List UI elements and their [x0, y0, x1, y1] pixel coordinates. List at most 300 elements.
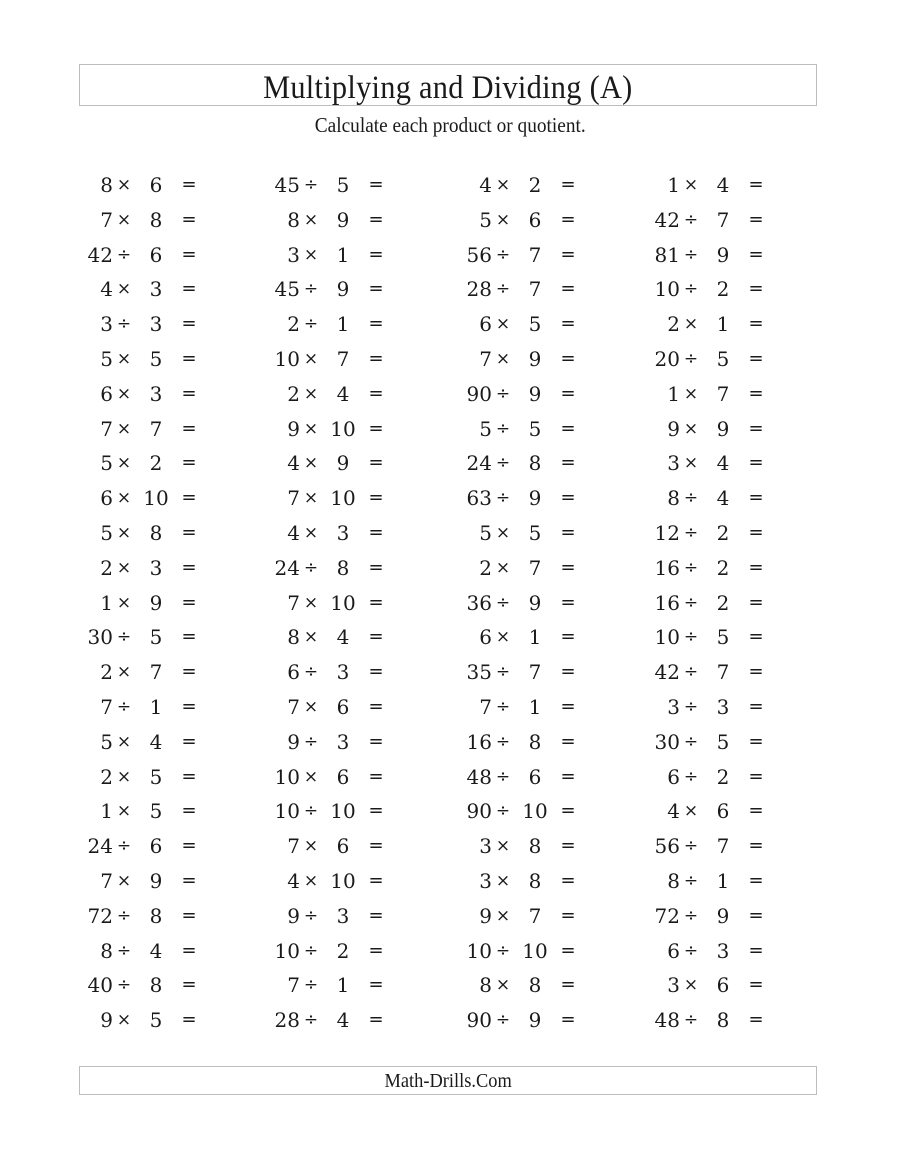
operator-symbol: × — [116, 383, 132, 404]
equals-sign: = — [748, 800, 764, 822]
right-operand: 7 — [336, 347, 350, 371]
problem-row — [0, 657, 900, 687]
equals-sign: = — [181, 591, 197, 613]
left-operand: 8 — [287, 625, 300, 650]
right-operand: 5 — [336, 173, 350, 197]
right-operand: 8 — [149, 903, 163, 928]
left-operand: 5 — [479, 416, 492, 441]
equals-sign: = — [748, 730, 764, 752]
equals-sign: = — [181, 974, 197, 996]
right-operand: 4 — [716, 486, 730, 511]
right-operand: 3 — [336, 660, 350, 685]
right-operand: 1 — [528, 695, 542, 719]
left-operand: 20 — [654, 347, 680, 371]
right-operand: 2 — [336, 938, 350, 963]
equals-sign: = — [748, 974, 764, 996]
left-operand: 3 — [479, 869, 492, 893]
equals-sign: = — [368, 348, 384, 369]
operator-symbol: ÷ — [683, 523, 699, 543]
right-operand: 8 — [528, 973, 542, 998]
equals-sign: = — [748, 313, 764, 335]
left-operand: 48 — [466, 764, 492, 789]
left-operand: 8 — [667, 869, 680, 893]
right-operand: 10 — [330, 799, 356, 824]
equals-sign: = — [748, 452, 764, 474]
operator-symbol: ÷ — [303, 940, 319, 961]
operator-symbol: × — [116, 488, 132, 509]
equals-sign: = — [181, 870, 197, 891]
operator-symbol: × — [303, 836, 319, 857]
equals-sign: = — [560, 974, 576, 996]
operator-symbol: ÷ — [495, 592, 511, 613]
operator-symbol: × — [303, 244, 319, 265]
right-operand: 9 — [149, 590, 163, 615]
right-operand: 4 — [716, 173, 730, 197]
right-operand: 4 — [149, 938, 163, 963]
operator-symbol: × — [683, 314, 699, 335]
right-operand: 8 — [336, 555, 350, 580]
right-operand: 6 — [528, 207, 542, 232]
equals-sign: = — [748, 348, 764, 369]
problem-row — [0, 483, 900, 513]
right-operand: 8 — [528, 451, 542, 476]
right-operand: 6 — [716, 799, 730, 824]
equals-sign: = — [560, 765, 576, 787]
right-operand: 8 — [528, 869, 542, 893]
operator-symbol: ÷ — [495, 940, 511, 961]
right-operand: 6 — [149, 242, 163, 267]
operator-symbol: ÷ — [116, 975, 132, 996]
equals-sign: = — [560, 556, 576, 578]
right-operand: 3 — [336, 521, 350, 545]
right-operand: 5 — [528, 521, 542, 545]
right-operand: 6 — [149, 173, 163, 197]
operator-symbol: × — [495, 175, 511, 195]
left-operand: 56 — [654, 834, 680, 859]
right-operand: 9 — [336, 451, 350, 476]
right-operand: 5 — [716, 625, 730, 650]
equals-sign: = — [368, 835, 384, 857]
left-operand: 2 — [100, 555, 113, 580]
equals-sign: = — [181, 904, 197, 926]
operator-symbol: × — [303, 697, 319, 717]
equals-sign: = — [748, 417, 764, 439]
right-operand: 5 — [716, 729, 730, 754]
right-operand: 10 — [522, 799, 548, 824]
right-operand: 4 — [716, 451, 730, 476]
operator-symbol: ÷ — [683, 244, 699, 265]
right-operand: 5 — [149, 625, 163, 650]
right-operand: 3 — [716, 938, 730, 963]
operator-symbol: ÷ — [683, 940, 699, 961]
right-operand: 1 — [528, 625, 542, 650]
operator-symbol: ÷ — [495, 279, 511, 300]
left-operand: 4 — [287, 521, 300, 545]
equals-sign: = — [368, 696, 384, 717]
operator-symbol: × — [116, 766, 132, 787]
equals-sign: = — [560, 1009, 576, 1031]
left-operand: 24 — [87, 834, 113, 859]
equals-sign: = — [368, 417, 384, 439]
right-operand: 10 — [330, 486, 356, 511]
right-operand: 5 — [528, 312, 542, 337]
right-operand: 7 — [528, 242, 542, 267]
equals-sign: = — [181, 696, 197, 717]
problem-row — [0, 1005, 900, 1035]
problem-row — [0, 274, 900, 304]
instructions — [0, 111, 900, 139]
right-operand: 2 — [716, 764, 730, 789]
left-operand: 72 — [654, 903, 680, 928]
operator-symbol: × — [303, 766, 319, 787]
equals-sign: = — [560, 487, 576, 509]
equals-sign: = — [181, 765, 197, 787]
right-operand: 2 — [528, 173, 542, 197]
equals-sign: = — [748, 174, 764, 195]
operator-symbol: ÷ — [495, 662, 511, 683]
left-operand: 3 — [287, 242, 300, 267]
left-operand: 7 — [287, 486, 300, 511]
operator-symbol: ÷ — [683, 697, 699, 717]
left-operand: 48 — [654, 1008, 680, 1033]
equals-sign: = — [748, 522, 764, 543]
problem-row — [0, 205, 900, 235]
right-operand: 5 — [149, 799, 163, 824]
left-operand: 72 — [87, 903, 113, 928]
left-operand: 56 — [466, 242, 492, 267]
operator-symbol: × — [303, 349, 319, 369]
left-operand: 10 — [274, 938, 300, 963]
operator-symbol: ÷ — [495, 418, 511, 439]
equals-sign: = — [748, 904, 764, 926]
left-operand: 2 — [479, 555, 492, 580]
left-operand: 36 — [466, 590, 492, 615]
problem-row — [0, 692, 900, 722]
left-operand: 6 — [287, 660, 300, 685]
equals-sign: = — [368, 487, 384, 509]
equals-sign: = — [560, 800, 576, 822]
equals-sign: = — [181, 661, 197, 683]
left-operand: 90 — [466, 1008, 492, 1033]
equals-sign: = — [748, 870, 764, 891]
right-operand: 6 — [336, 834, 350, 859]
equals-sign: = — [748, 487, 764, 509]
right-operand: 9 — [528, 1008, 542, 1033]
right-operand: 9 — [528, 381, 542, 406]
equals-sign: = — [368, 661, 384, 683]
equals-sign: = — [560, 591, 576, 613]
right-operand: 1 — [336, 312, 350, 337]
left-operand: 8 — [100, 938, 113, 963]
operator-symbol: × — [495, 836, 511, 857]
operator-symbol: ÷ — [303, 314, 319, 335]
left-operand: 7 — [100, 416, 113, 441]
left-operand: 7 — [479, 695, 492, 719]
problem-row — [0, 622, 900, 652]
left-operand: 2 — [287, 381, 300, 406]
left-operand: 7 — [287, 590, 300, 615]
left-operand: 5 — [100, 521, 113, 545]
equals-sign: = — [748, 1009, 764, 1031]
left-operand: 42 — [87, 242, 113, 267]
operator-symbol: × — [495, 905, 511, 926]
left-operand: 90 — [466, 799, 492, 824]
operator-symbol: × — [303, 523, 319, 543]
problem-row — [0, 379, 900, 409]
left-operand: 30 — [654, 729, 680, 754]
operator-symbol: × — [116, 175, 132, 195]
problem-row — [0, 901, 900, 931]
operator-symbol: ÷ — [495, 453, 511, 474]
left-operand: 10 — [274, 799, 300, 824]
right-operand: 1 — [336, 973, 350, 998]
equals-sign: = — [560, 661, 576, 683]
problem-row — [0, 796, 900, 826]
equals-sign: = — [748, 382, 764, 404]
left-operand: 45 — [274, 173, 300, 197]
operator-symbol: × — [683, 418, 699, 439]
right-operand: 9 — [336, 277, 350, 302]
left-operand: 1 — [100, 590, 113, 615]
equals-sign: = — [368, 556, 384, 578]
equals-sign: = — [368, 939, 384, 961]
left-operand: 3 — [100, 312, 113, 337]
equals-sign: = — [560, 382, 576, 404]
left-operand: 5 — [100, 347, 113, 371]
equals-sign: = — [181, 939, 197, 961]
operator-symbol: × — [116, 523, 132, 543]
operator-symbol: ÷ — [683, 627, 699, 648]
equals-sign: = — [748, 626, 764, 648]
right-operand: 7 — [149, 660, 163, 685]
left-operand: 40 — [87, 973, 113, 998]
left-operand: 7 — [100, 207, 113, 232]
equals-sign: = — [181, 174, 197, 195]
right-operand: 7 — [716, 834, 730, 859]
operator-symbol: ÷ — [683, 836, 699, 857]
left-operand: 4 — [287, 451, 300, 476]
left-operand: 45 — [274, 277, 300, 302]
left-operand: 5 — [479, 207, 492, 232]
problem-row — [0, 518, 900, 548]
problem-row — [0, 831, 900, 861]
left-operand: 3 — [667, 695, 680, 719]
right-operand: 7 — [528, 277, 542, 302]
operator-symbol: ÷ — [683, 1010, 699, 1031]
equals-sign: = — [181, 348, 197, 369]
right-operand: 3 — [336, 729, 350, 754]
operator-symbol: ÷ — [495, 731, 511, 752]
left-operand: 3 — [667, 973, 680, 998]
left-operand: 6 — [667, 764, 680, 789]
left-operand: 6 — [667, 938, 680, 963]
right-operand: 2 — [716, 277, 730, 302]
equals-sign: = — [181, 487, 197, 509]
equals-sign: = — [368, 208, 384, 230]
operator-symbol: × — [116, 453, 132, 474]
operator-symbol: ÷ — [116, 697, 132, 717]
right-operand: 7 — [528, 660, 542, 685]
operator-symbol: × — [303, 383, 319, 404]
problem-row — [0, 240, 900, 270]
right-operand: 9 — [528, 590, 542, 615]
right-operand: 1 — [716, 312, 730, 337]
right-operand: 7 — [716, 381, 730, 406]
right-operand: 1 — [336, 242, 350, 267]
equals-sign: = — [181, 243, 197, 265]
left-operand: 2 — [100, 764, 113, 789]
right-operand: 5 — [716, 347, 730, 371]
equals-sign: = — [560, 626, 576, 648]
right-operand: 9 — [336, 207, 350, 232]
operator-symbol: ÷ — [683, 905, 699, 926]
left-operand: 10 — [654, 277, 680, 302]
left-operand: 7 — [479, 347, 492, 371]
operator-symbol: × — [116, 279, 132, 300]
equals-sign: = — [368, 1009, 384, 1031]
equals-sign: = — [181, 382, 197, 404]
problem-row — [0, 970, 900, 1000]
equals-sign: = — [181, 800, 197, 822]
right-operand: 8 — [528, 729, 542, 754]
left-operand: 10 — [654, 625, 680, 650]
operator-symbol: × — [116, 731, 132, 752]
right-operand: 7 — [716, 660, 730, 685]
operator-symbol: × — [303, 209, 319, 230]
problem-row — [0, 170, 900, 200]
left-operand: 24 — [466, 451, 492, 476]
left-operand: 7 — [287, 973, 300, 998]
right-operand: 9 — [716, 416, 730, 441]
left-operand: 16 — [654, 555, 680, 580]
equals-sign: = — [560, 730, 576, 752]
operator-symbol: ÷ — [495, 801, 511, 822]
right-operand: 5 — [149, 347, 163, 371]
operator-symbol: × — [495, 209, 511, 230]
operator-symbol: × — [116, 592, 132, 613]
operator-symbol: ÷ — [116, 940, 132, 961]
equals-sign: = — [560, 278, 576, 300]
operator-symbol: × — [116, 418, 132, 439]
equals-sign: = — [748, 939, 764, 961]
equals-sign: = — [748, 243, 764, 265]
equals-sign: = — [368, 800, 384, 822]
operator-symbol: × — [116, 1010, 132, 1031]
left-operand: 81 — [654, 242, 680, 267]
operator-symbol: × — [116, 349, 132, 369]
left-operand: 1 — [667, 381, 680, 406]
left-operand: 30 — [87, 625, 113, 650]
equals-sign: = — [368, 278, 384, 300]
left-operand: 7 — [100, 869, 113, 893]
left-operand: 9 — [287, 729, 300, 754]
equals-sign: = — [560, 208, 576, 230]
equals-sign: = — [748, 835, 764, 857]
operator-symbol: ÷ — [303, 662, 319, 683]
left-operand: 63 — [466, 486, 492, 511]
equals-sign: = — [368, 765, 384, 787]
equals-sign: = — [368, 452, 384, 474]
left-operand: 90 — [466, 381, 492, 406]
right-operand: 4 — [149, 729, 163, 754]
equals-sign: = — [560, 313, 576, 335]
operator-symbol: ÷ — [303, 905, 319, 926]
operator-symbol: ÷ — [303, 975, 319, 996]
left-operand: 28 — [274, 1008, 300, 1033]
problem-row — [0, 344, 900, 374]
equals-sign: = — [181, 313, 197, 335]
operator-symbol: × — [683, 801, 699, 822]
operator-symbol: × — [303, 418, 319, 439]
right-operand: 5 — [528, 416, 542, 441]
equals-sign: = — [748, 765, 764, 787]
left-operand: 12 — [654, 521, 680, 545]
right-operand: 6 — [528, 764, 542, 789]
left-operand: 3 — [667, 451, 680, 476]
page-title: Multiplying and Dividing (A) — [263, 70, 633, 106]
equals-sign: = — [368, 904, 384, 926]
left-operand: 2 — [287, 312, 300, 337]
operator-symbol: ÷ — [495, 488, 511, 509]
left-operand: 2 — [667, 312, 680, 337]
right-operand: 9 — [716, 242, 730, 267]
left-operand: 7 — [287, 695, 300, 719]
operator-symbol: ÷ — [116, 244, 132, 265]
right-operand: 6 — [716, 973, 730, 998]
left-operand: 7 — [100, 695, 113, 719]
right-operand: 3 — [149, 312, 163, 337]
operator-symbol: × — [495, 314, 511, 335]
operator-symbol: ÷ — [683, 871, 699, 891]
left-operand: 16 — [466, 729, 492, 754]
footer-brand: Math-Drills.Com — [384, 1070, 512, 1092]
right-operand: 1 — [149, 695, 163, 719]
operator-symbol: × — [116, 662, 132, 683]
right-operand: 8 — [528, 834, 542, 859]
left-operand: 35 — [466, 660, 492, 685]
operator-symbol: × — [116, 209, 132, 230]
equals-sign: = — [181, 208, 197, 230]
operator-symbol: ÷ — [116, 836, 132, 857]
problem-row — [0, 727, 900, 757]
right-operand: 5 — [149, 764, 163, 789]
right-operand: 2 — [716, 590, 730, 615]
left-operand: 9 — [479, 903, 492, 928]
operator-symbol: ÷ — [116, 314, 132, 335]
right-operand: 9 — [716, 903, 730, 928]
left-operand: 10 — [274, 347, 300, 371]
left-operand: 24 — [274, 555, 300, 580]
operator-symbol: ÷ — [683, 349, 699, 369]
right-operand: 10 — [330, 869, 356, 893]
left-operand: 7 — [287, 834, 300, 859]
right-operand: 9 — [528, 486, 542, 511]
problem-row — [0, 588, 900, 618]
operator-symbol: ÷ — [683, 592, 699, 613]
left-operand: 9 — [287, 416, 300, 441]
operator-symbol: × — [683, 175, 699, 195]
operator-symbol: × — [116, 871, 132, 891]
operator-symbol: × — [683, 975, 699, 996]
operator-symbol: ÷ — [495, 697, 511, 717]
right-operand: 3 — [336, 903, 350, 928]
operator-symbol: × — [495, 349, 511, 369]
operator-symbol: × — [116, 801, 132, 822]
equals-sign: = — [748, 696, 764, 717]
problem-row — [0, 762, 900, 792]
equals-sign: = — [368, 522, 384, 543]
left-operand: 10 — [274, 764, 300, 789]
